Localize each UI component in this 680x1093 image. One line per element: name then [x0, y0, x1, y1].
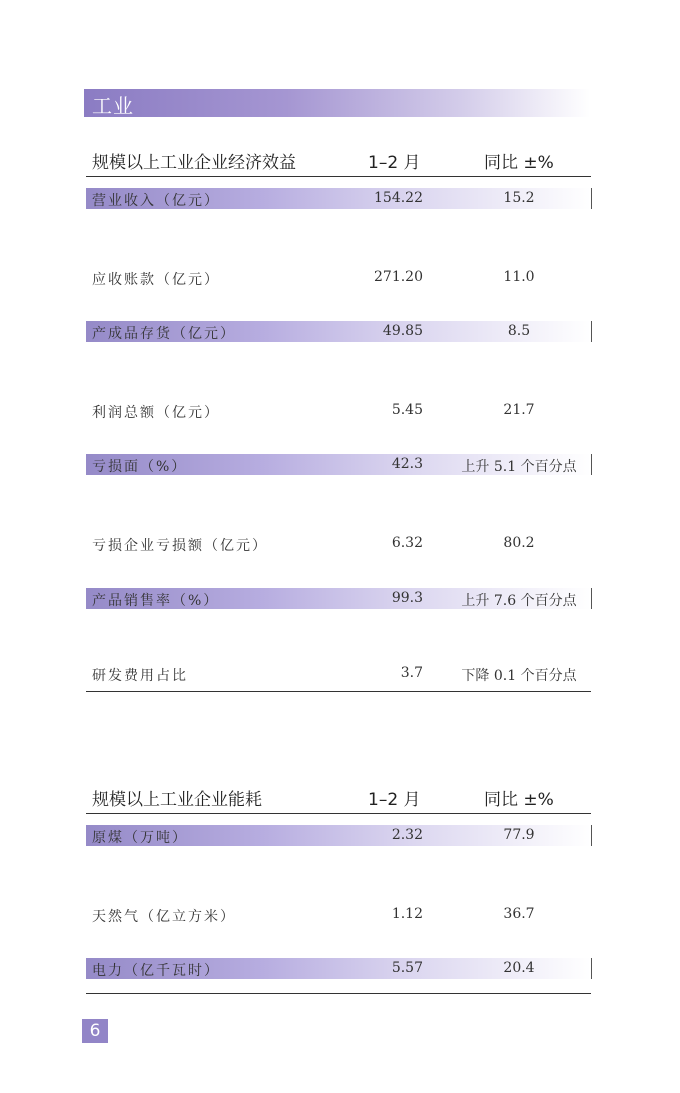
table-row	[86, 443, 591, 510]
row-label: 电力（亿千瓦时）	[92, 963, 220, 980]
header-period: 1–2 月	[368, 153, 421, 173]
section-banner	[84, 89, 590, 117]
page-number: 6	[82, 1019, 108, 1043]
table-row	[86, 244, 591, 311]
table-header	[86, 777, 591, 814]
row-label: 原煤（万吨）	[92, 830, 188, 846]
row-yoy: 80.2	[503, 534, 535, 551]
row-value: 3.7	[400, 665, 423, 682]
row-value: 99.3	[391, 589, 423, 606]
energy-consumption-table	[86, 777, 591, 994]
row-label: 应收账款（亿元）	[92, 271, 220, 288]
row-yoy: 上升 5.1 个百分点	[461, 459, 577, 476]
section-title: 工业	[92, 94, 134, 118]
row-label: 亏损企业亏损额（亿元）	[92, 537, 268, 554]
row-value: 154.22	[374, 190, 423, 206]
row-value: 5.45	[391, 401, 423, 418]
table-row	[86, 310, 591, 377]
table-row	[86, 814, 591, 881]
row-yoy: 21.7	[503, 401, 535, 418]
row-yoy: 下降 0.1 个百分点	[461, 668, 577, 685]
row-value: 42.3	[391, 456, 423, 473]
header-yoy: 同比 ±%	[484, 790, 554, 810]
header-yoy: 同比 ±%	[484, 153, 554, 173]
row-yoy: 上升 7.6 个百分点	[461, 592, 577, 609]
row-value: 49.85	[382, 323, 423, 340]
row-yoy: 20.4	[503, 960, 535, 977]
row-yoy: 8.5	[507, 323, 531, 340]
row-label: 亏损面（%）	[92, 459, 188, 476]
header-indicator: 规模以上工业企业经济效益	[92, 153, 296, 173]
row-label: 利润总额（亿元）	[92, 404, 220, 421]
row-value: 5.57	[391, 960, 423, 977]
table-row	[86, 947, 591, 993]
row-yoy: 77.9	[503, 827, 535, 843]
table-row	[86, 881, 591, 948]
header-period: 1–2 月	[368, 790, 421, 810]
table-row	[86, 177, 591, 244]
row-value: 6.32	[391, 534, 423, 551]
table-row	[86, 577, 591, 644]
header-indicator: 规模以上工业企业能耗	[92, 790, 262, 810]
row-label: 产品销售率（%）	[92, 592, 220, 609]
table-row	[86, 643, 591, 691]
row-value: 271.20	[374, 268, 423, 285]
table-row	[86, 377, 591, 444]
row-value: 1.12	[391, 905, 423, 922]
row-yoy: 36.7	[503, 905, 535, 922]
row-label: 研发费用占比	[92, 668, 188, 685]
row-label: 天然气（亿立方米）	[92, 908, 236, 925]
table-bottom-rule	[86, 993, 591, 994]
row-yoy: 15.2	[503, 190, 535, 206]
table-row	[86, 510, 591, 577]
row-label: 产成品存货（亿元）	[92, 326, 236, 343]
row-label: 营业收入（亿元）	[92, 193, 220, 209]
row-value: 2.32	[391, 827, 423, 843]
row-yoy: 11.0	[503, 268, 535, 285]
economic-benefits-table	[86, 140, 591, 692]
table-bottom-rule	[86, 691, 591, 692]
table-header	[86, 140, 591, 177]
